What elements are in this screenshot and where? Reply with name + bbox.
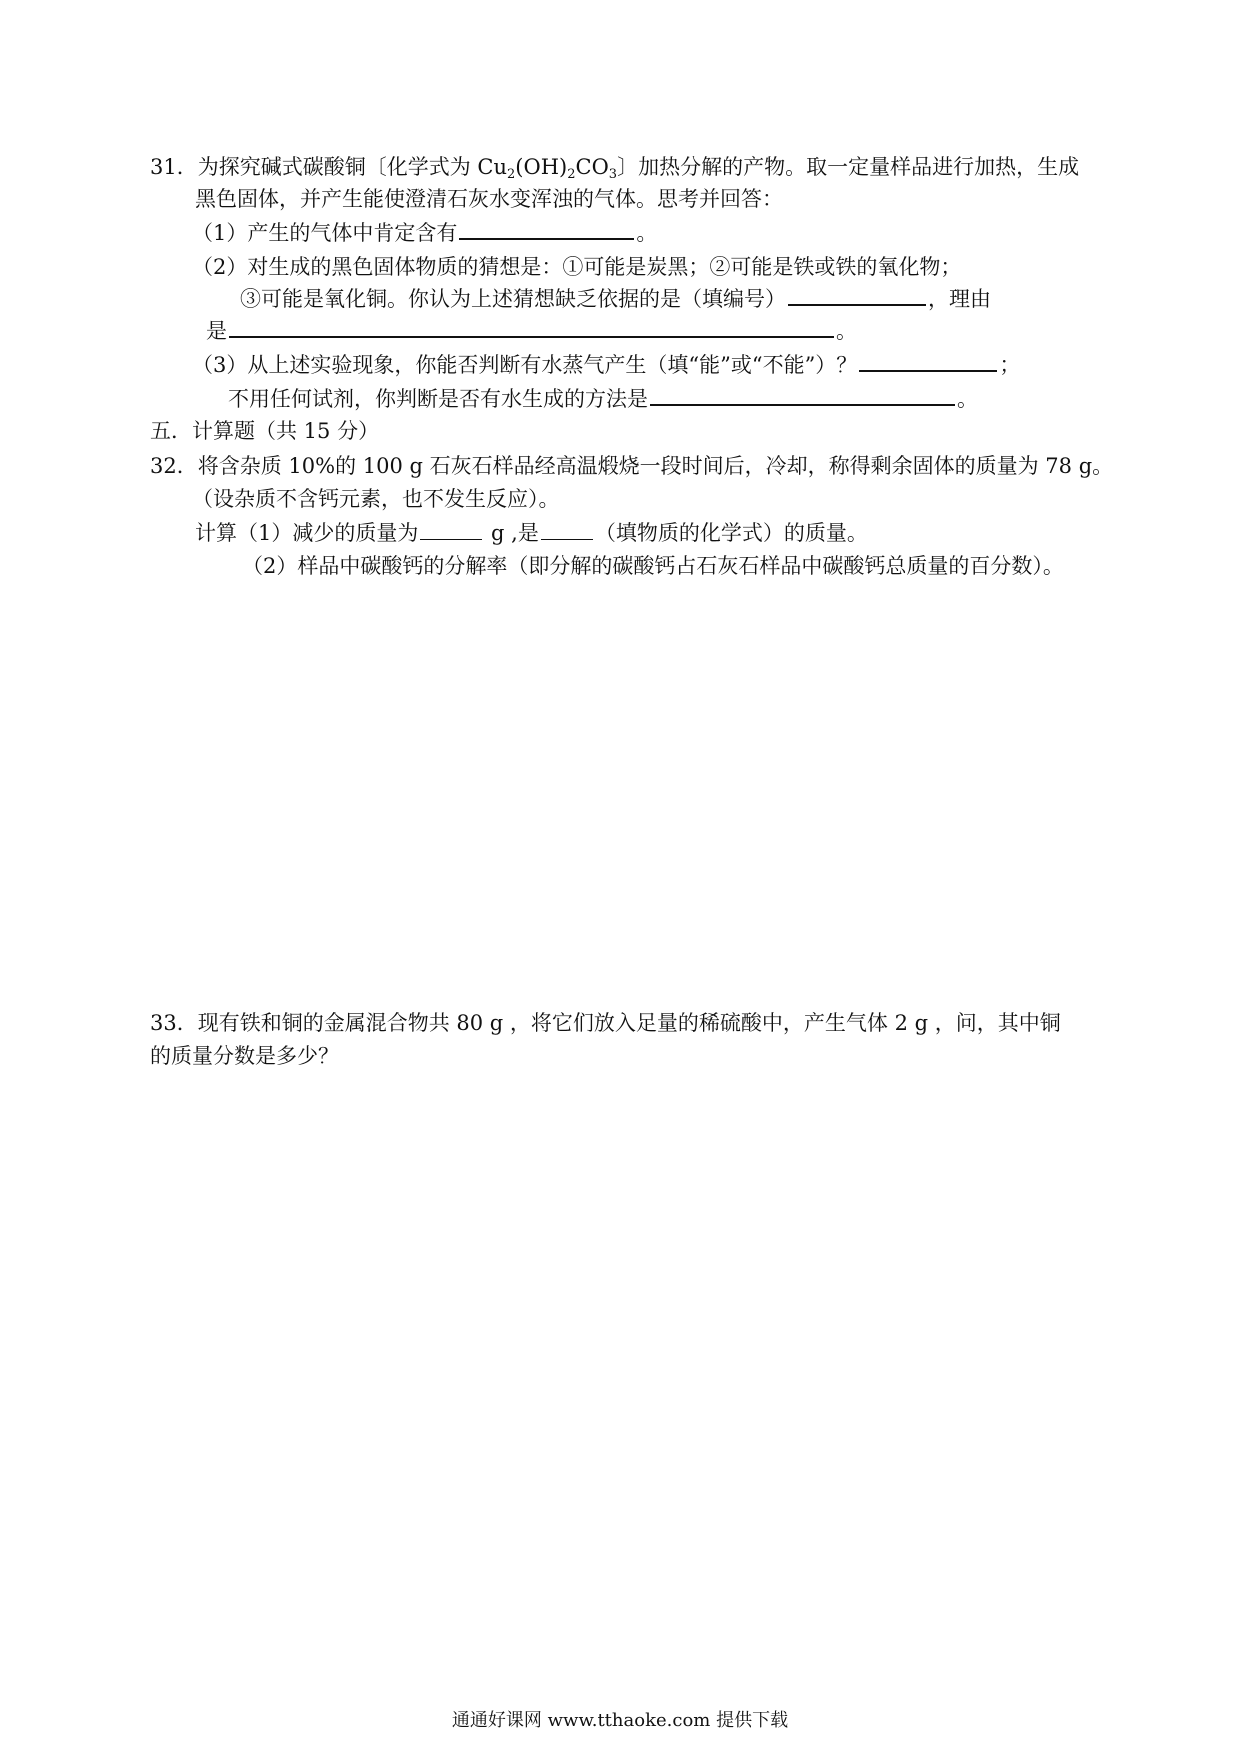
q31-part3-line1-text: （3）从上述实验现象，你能否判断有水蒸气产生（填“能”或“不能”）？ bbox=[192, 353, 858, 377]
q31-part3-line1-end: ； bbox=[999, 353, 1021, 377]
q31-part1 bbox=[192, 218, 657, 248]
q31-part2-line3-end: 。 bbox=[836, 319, 857, 343]
q31-part3-blank1[interactable] bbox=[859, 350, 997, 372]
q32-line3 bbox=[195, 518, 868, 548]
q31-part1-blank[interactable] bbox=[459, 218, 634, 240]
q31-part2-line1: （2）对生成的黑色固体物质的猜想是：①可能是炭黑；②可能是铁或铁的氧化物； bbox=[192, 255, 962, 279]
q31-part3-blank2[interactable] bbox=[650, 384, 955, 406]
q32-line3-unit: g ,是 bbox=[484, 521, 539, 545]
q31-part3-line2-text: 不用任何试剂，你判断是否有水生成的方法是 bbox=[228, 387, 648, 411]
q31-part2-line2 bbox=[240, 284, 991, 314]
q32-blank2[interactable] bbox=[541, 519, 593, 540]
q31-sub2: 2 bbox=[567, 167, 576, 182]
q31-number: 31． bbox=[150, 155, 198, 179]
q32-blank1[interactable] bbox=[420, 519, 482, 540]
q31-part2-line3-text: 是 bbox=[206, 319, 227, 343]
q31-part2-reason-label: ，理由 bbox=[928, 287, 991, 311]
q32-line3-text: 计算（1）减少的质量为 bbox=[195, 521, 419, 545]
q31-intro-c: CO bbox=[575, 155, 609, 179]
q31-part3-line2-end: 。 bbox=[957, 387, 978, 411]
q31-line2: 黑色固体，并产生能使澄清石灰水变浑浊的气体。思考并回答： bbox=[195, 187, 783, 211]
q33-line1: 33．现有铁和铜的金属混合物共 80 g ，将它们放入足量的稀硫酸中，产生气体 2 g ，问，其中铜 bbox=[150, 1011, 1061, 1035]
q33-line2: 的质量分数是多少？ bbox=[150, 1044, 339, 1068]
q31-part2-line3 bbox=[206, 316, 857, 346]
q31-sub3: 3 bbox=[608, 167, 618, 182]
q32-line3-end: （填物质的化学式）的质量。 bbox=[594, 521, 868, 545]
q31-part1-text: （1）产生的气体中肯定含有 bbox=[192, 221, 458, 245]
q31-part1-end: 。 bbox=[636, 221, 658, 245]
q31-intro-d: 〕加热分解的产物。取一定量样品进行加热，生成 bbox=[617, 155, 1080, 179]
q32-line1: 32．将含杂质 10%的 100 g 石灰石样品经高温煅烧一段时间后，冷却，称得剩余固体的质量为 78 g。 bbox=[150, 454, 1114, 478]
q31-part2-blank1[interactable] bbox=[788, 284, 926, 306]
q31-intro-a: 为探究碱式碳酸铜〔化学式为 Cu bbox=[197, 155, 508, 179]
q31-part2-blank2[interactable] bbox=[229, 316, 834, 338]
q32-line4: （2）样品中碳酸钙的分解率（即分解的碳酸钙占石灰石样品中碳酸钙总质量的百分数）。 bbox=[242, 554, 1064, 578]
q31-intro-b: (OH) bbox=[515, 155, 568, 179]
q32-line2: （设杂质不含钙元素，也不发生反应）。 bbox=[192, 487, 560, 511]
q31-sub1: 2 bbox=[507, 167, 516, 182]
q31-part3-line2 bbox=[228, 384, 978, 414]
section-title: 五．计算题（共 15 分） bbox=[150, 419, 380, 443]
page-footer: 通通好课网 www.tthaoke.com 提供下载 bbox=[451, 1710, 789, 1731]
q31-part3-line1 bbox=[192, 350, 1020, 380]
q31-part2-line2-text: ③可能是氧化铜。你认为上述猜想缺乏依据的是（填编号） bbox=[240, 287, 786, 311]
